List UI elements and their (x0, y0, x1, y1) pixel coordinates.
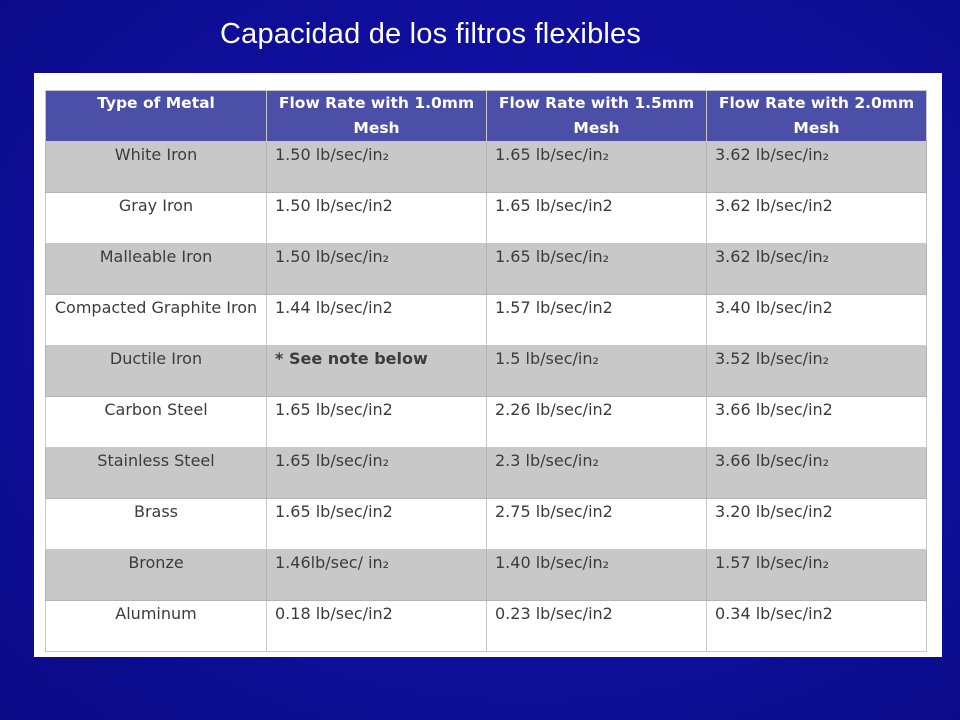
flow-rate-1mm-cell: 1.50 lb/sec/in₂ (267, 142, 487, 193)
table-row (46, 193, 927, 244)
metal-name-cell: Aluminum (46, 601, 267, 652)
flow-rate-2mm-cell: 3.62 lb/sec/in2 (707, 193, 927, 244)
metal-name-cell: Compacted Graphite Iron (46, 295, 267, 346)
slide-title: Capacidad de los filtros flexibles (220, 18, 642, 50)
flow-rate-1mm-cell: * See note below (267, 346, 487, 397)
table-row (46, 142, 927, 193)
metal-name-cell: Gray Iron (46, 193, 267, 244)
header-flow-rate-2mm: Flow Rate with 2.0mm Mesh (707, 91, 927, 142)
flow-rate-1mm-cell: 1.50 lb/sec/in₂ (267, 244, 487, 295)
flow-rate-table (45, 90, 927, 652)
flow-rate-2mm-cell: 3.20 lb/sec/in2 (707, 499, 927, 550)
table-row (46, 397, 927, 448)
flow-rate-1mm-cell: 1.50 lb/sec/in2 (267, 193, 487, 244)
metal-name-cell: White Iron (46, 142, 267, 193)
flow-rate-2mm-cell: 3.62 lb/sec/in₂ (707, 244, 927, 295)
flow-rate-2mm-cell: 3.66 lb/sec/in₂ (707, 448, 927, 499)
flow-rate-1mm-cell: 1.46lb/sec/ in₂ (267, 550, 487, 601)
flow-rate-2mm-cell: 3.62 lb/sec/in₂ (707, 142, 927, 193)
flow-rate-1-5mm-cell: 2.3 lb/sec/in₂ (487, 448, 707, 499)
flow-rate-1mm-cell: 1.65 lb/sec/in2 (267, 499, 487, 550)
flow-rate-2mm-cell: 3.66 lb/sec/in2 (707, 397, 927, 448)
table-row (46, 499, 927, 550)
table-row (46, 601, 927, 652)
metal-name-cell: Ductile Iron (46, 346, 267, 397)
flow-rate-2mm-cell: 0.34 lb/sec/in2 (707, 601, 927, 652)
table-row (46, 346, 927, 397)
flow-rate-1-5mm-cell: 2.75 lb/sec/in2 (487, 499, 707, 550)
flow-rate-1-5mm-cell: 1.65 lb/sec/in2 (487, 193, 707, 244)
header-flow-rate-1mm: Flow Rate with 1.0mm Mesh (267, 91, 487, 142)
flow-rate-1mm-cell: 1.65 lb/sec/in2 (267, 397, 487, 448)
header-type-of-metal: Type of Metal (46, 91, 267, 142)
flow-rate-1mm-cell: 0.18 lb/sec/in2 (267, 601, 487, 652)
flow-rate-2mm-cell: 3.52 lb/sec/in₂ (707, 346, 927, 397)
table-row (46, 295, 927, 346)
table-panel (34, 73, 942, 657)
flow-rate-1-5mm-cell: 2.26 lb/sec/in2 (487, 397, 707, 448)
flow-rate-1mm-cell: 1.65 lb/sec/in₂ (267, 448, 487, 499)
flow-rate-1-5mm-cell: 1.5 lb/sec/in₂ (487, 346, 707, 397)
flow-rate-1-5mm-cell: 1.40 lb/sec/in₂ (487, 550, 707, 601)
table-row (46, 448, 927, 499)
metal-name-cell: Stainless Steel (46, 448, 267, 499)
flow-rate-2mm-cell: 3.40 lb/sec/in2 (707, 295, 927, 346)
metal-name-cell: Malleable Iron (46, 244, 267, 295)
table-row (46, 244, 927, 295)
flow-rate-2mm-cell: 1.57 lb/sec/in₂ (707, 550, 927, 601)
table-row (46, 550, 927, 601)
flow-rate-1mm-cell: 1.44 lb/sec/in2 (267, 295, 487, 346)
flow-rate-1-5mm-cell: 1.57 lb/sec/in2 (487, 295, 707, 346)
metal-name-cell: Brass (46, 499, 267, 550)
metal-name-cell: Bronze (46, 550, 267, 601)
table-header-row (46, 91, 927, 142)
flow-rate-1-5mm-cell: 1.65 lb/sec/in₂ (487, 142, 707, 193)
flow-rate-1-5mm-cell: 1.65 lb/sec/in₂ (487, 244, 707, 295)
metal-name-cell: Carbon Steel (46, 397, 267, 448)
header-flow-rate-1-5mm: Flow Rate with 1.5mm Mesh (487, 91, 707, 142)
flow-rate-1-5mm-cell: 0.23 lb/sec/in2 (487, 601, 707, 652)
